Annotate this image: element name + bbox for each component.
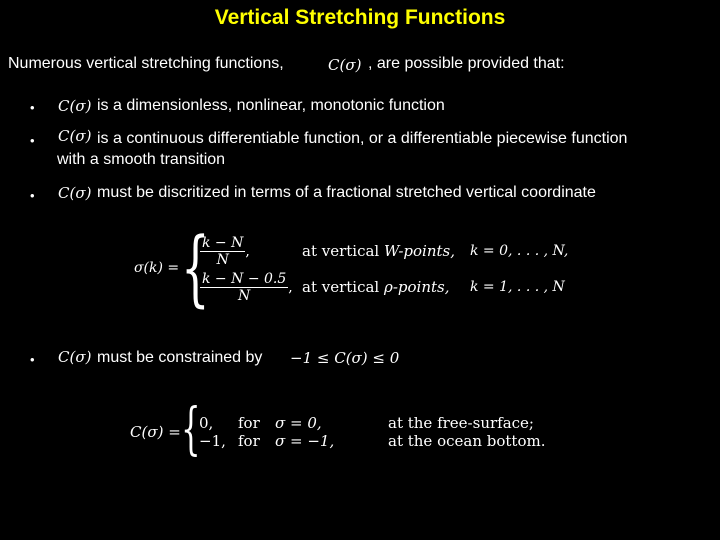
eq2-row2-location: at the ocean bottom. <box>388 432 546 450</box>
eq1-brace: { <box>181 221 210 316</box>
bullet-text-3: must be discritized in terms of a fractional stretched vertical coordinate <box>97 184 596 201</box>
eq2-row1-for: for <box>238 414 260 432</box>
bullet-text-1: is a dimensionless, nonlinear, monotonic function <box>97 97 445 114</box>
eq1-row2-condition: at vertical ρ-points, <box>302 278 450 296</box>
eq2-brace: { <box>181 397 201 462</box>
bullet-symbol-1: C(σ) <box>58 97 92 115</box>
eq2-row2-for: for <box>238 432 260 450</box>
intro-symbol: C(σ) <box>328 56 362 74</box>
bullet-symbol-4: C(σ) <box>58 348 92 366</box>
eq1-row2-range: k = 1, . . . , N <box>470 279 565 295</box>
eq2-row2-value: −1, <box>199 432 226 450</box>
eq1-row1-fraction: $\frac{k - N}{N}$ <box>202 235 244 268</box>
eq1-row1-range: k = 0, . . . , N, <box>470 243 569 259</box>
eq2-row1-value: 0, <box>199 414 214 432</box>
bullet-marker-4: • <box>30 352 35 367</box>
eq1-lhs: σ(k) = <box>134 260 180 276</box>
bullet-text-2-cont: with a smooth transition <box>57 151 226 168</box>
bullet-marker-3: • <box>30 188 35 203</box>
eq2-row1-location: at the free-surface; <box>388 414 534 432</box>
bullet-text-4: must be constrained by <box>97 349 263 366</box>
intro-text-before: Numerous vertical stretching functions, <box>8 55 284 72</box>
constraint-expression: −1 ≤ C(σ) ≤ 0 <box>290 349 400 367</box>
eq2-row1-condition: σ = 0, <box>275 414 322 432</box>
bullet-symbol-3: C(σ) <box>58 184 92 202</box>
eq2-row2-condition: σ = −1, <box>275 432 335 450</box>
bullet-symbol-2: C(σ) <box>58 127 92 145</box>
bullet-text-2: is a continuous differentiable function, or a differentiable piecewise function <box>97 130 628 147</box>
eq1-row-2: $\frac{k - N - 0.5}{N}$ , <box>202 271 293 304</box>
eq2-lhs: C(σ) = <box>130 423 181 441</box>
eq1-row-1: $\frac{k - N}{N}$ , <box>202 235 250 268</box>
intro-text-after: , are possible provided that: <box>368 55 565 72</box>
bullet-marker-2: • <box>30 133 35 148</box>
eq1-row1-condition: at vertical W-points, <box>302 242 455 260</box>
slide-title: Vertical Stretching Functions <box>214 6 506 29</box>
eq1-row2-fraction: $\frac{k - N - 0.5}{N}$ <box>202 271 287 304</box>
bullet-marker-1: • <box>30 100 35 115</box>
